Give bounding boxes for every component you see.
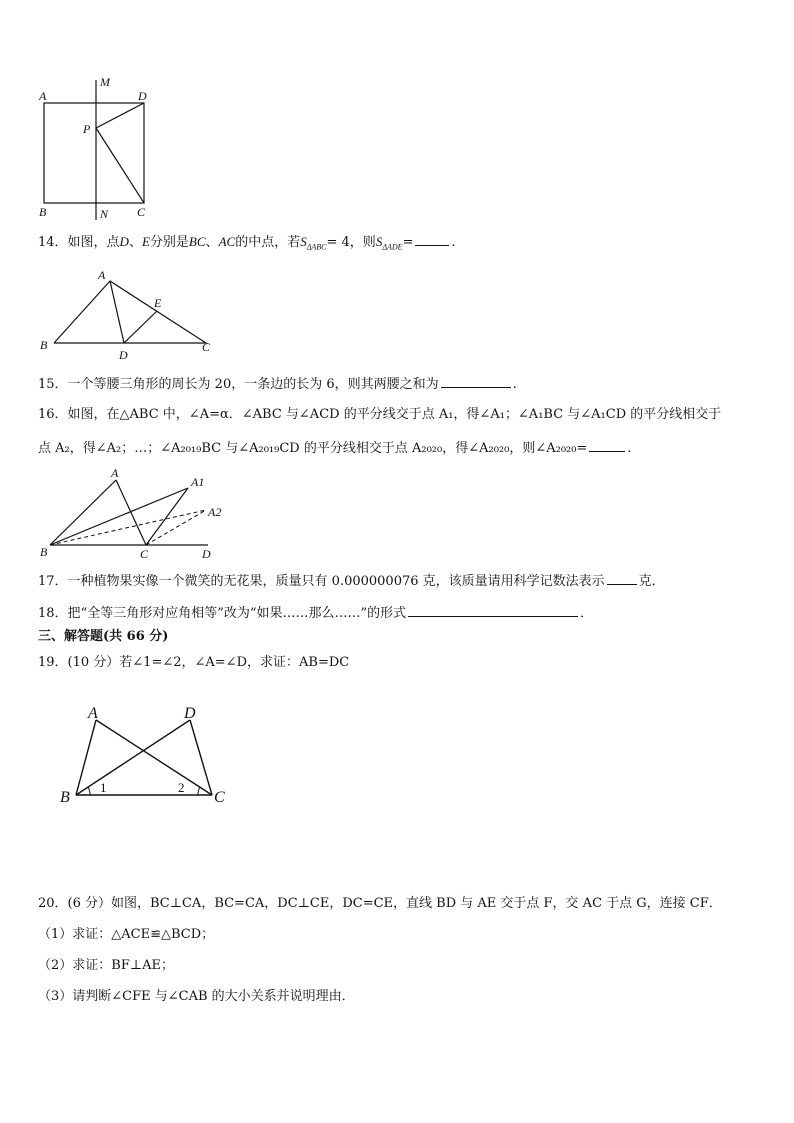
- section-3-title-text: 三、解答题(共 66 分): [38, 629, 169, 644]
- label-A1: A1: [191, 475, 205, 489]
- figure-triangle-ade: [36, 265, 221, 365]
- figure-square-mn: [34, 70, 164, 225]
- question-18: [38, 603, 764, 623]
- q15-answer-blank[interactable]: [441, 374, 511, 388]
- question-15: [38, 374, 764, 394]
- q15-text: 15．一个等腰三角形的周长为 20，一条边的长为 6，则其两腰之和为: [38, 377, 439, 392]
- q14-var-d: D: [119, 234, 129, 249]
- figure-crossed-triangles: [52, 700, 242, 810]
- question-20-stem: [38, 895, 764, 913]
- label-B: B: [60, 789, 70, 806]
- q14-var-ac: AC: [218, 234, 236, 249]
- question-20-part-3: [38, 988, 764, 1006]
- q14-mid2: 的中点，若: [235, 235, 301, 250]
- question-19: [38, 654, 764, 672]
- label-B: B: [40, 338, 48, 352]
- q19-text: 19．(10 分）若∠1=∠2，∠A=∠D，求证：AB=DC: [38, 655, 350, 670]
- label-B: B: [40, 545, 48, 559]
- label-D: D: [184, 705, 196, 722]
- q18-end: ．: [580, 606, 594, 621]
- q20-part1-text: （1）求证：△ACE≌△BCD；: [38, 927, 215, 942]
- q14-s1: S: [300, 234, 307, 249]
- label-N: N: [100, 207, 109, 221]
- label-D: D: [119, 348, 128, 362]
- q18-answer-blank[interactable]: [408, 603, 578, 617]
- question-20-part-1: [38, 926, 764, 944]
- label-A: A: [98, 268, 106, 282]
- question-20-part-2: [38, 957, 764, 975]
- q14-answer-blank[interactable]: [415, 232, 449, 246]
- q15-end: .: [512, 377, 517, 392]
- q14-var-e: E: [141, 234, 150, 249]
- label-B: B: [39, 205, 47, 219]
- q14-prefix: 14．如图，点: [38, 235, 120, 250]
- q17-end: 克．: [638, 574, 665, 589]
- q14-end: .: [451, 235, 456, 250]
- label-A: A: [39, 89, 47, 103]
- q14-sub2: ΔADE: [382, 242, 403, 252]
- q20-part3-text: （3）请判断∠CFE 与∠CAB 的大小关系并说明理由．: [38, 989, 355, 1004]
- label-D: D: [202, 547, 211, 561]
- label-A: A: [111, 466, 119, 480]
- q16-end: .: [627, 441, 632, 456]
- figure-angle-bisectors: [36, 464, 226, 564]
- q16-line2-text: 点 A₂，得∠A₂；…；∠A₂₀₁₉BC 与∠A₂₀₁₉CD 的平分线相交于点 A₂₀₂₀，得∠A₂₀₂₀，则∠A₂₀₂₀=: [38, 441, 588, 456]
- label-A: A: [88, 705, 98, 722]
- section-3-title: [38, 628, 764, 646]
- q16-line1-text: 16．如图，在△ABC 中，∠A=α．∠ABC 与∠ACD 的平分线交于点 A₁，得∠A₁；∠A₁BC 与∠A₁CD 的平分线相交于: [38, 407, 722, 422]
- q16-answer-blank[interactable]: [589, 438, 625, 452]
- q14-eq1: = 4，则: [326, 235, 376, 250]
- q17-text: 17．一种植物果实像一个微笑的无花果，质量只有 0.000000076 克，该质量请用科学记数法表示: [38, 574, 605, 589]
- question-14: [38, 232, 764, 257]
- question-16-line1: [38, 406, 764, 424]
- label-M: M: [100, 75, 110, 89]
- question-16-line2: [38, 438, 764, 458]
- label-angle-1: 1: [100, 780, 107, 795]
- q14-mid: 分别是: [149, 235, 189, 250]
- label-C: C: [202, 340, 211, 354]
- q20-part2-text: （2）求证：BF⊥AE；: [38, 958, 174, 973]
- label-C: C: [137, 205, 146, 219]
- q17-answer-blank[interactable]: [607, 571, 637, 585]
- label-C: C: [140, 547, 149, 561]
- label-angle-2: 2: [178, 780, 185, 795]
- q14-sub1: ΔABC: [306, 242, 327, 252]
- q14-sep1: 、: [128, 235, 142, 250]
- q18-text: 18．把“全等三角形对应角相等”改为“如果……那么……”的形式: [38, 606, 407, 621]
- q20-stem-text: 20．(6 分）如图，BC⊥CA，BC=CA，DC⊥CE，DC=CE，直线 BD 与 AE 交于点 F，交 AC 于点 G，连接 CF．: [38, 896, 722, 911]
- label-E: E: [154, 296, 162, 310]
- q14-s2: S: [375, 234, 383, 249]
- q14-var-bc: BC: [188, 234, 206, 249]
- question-17: [38, 571, 764, 591]
- label-P: P: [83, 122, 91, 136]
- q14-eq2: =: [402, 235, 414, 250]
- q14-sep2: 、: [205, 235, 219, 250]
- label-D: D: [138, 89, 147, 103]
- label-A2: A2: [208, 505, 222, 519]
- label-C: C: [214, 789, 225, 806]
